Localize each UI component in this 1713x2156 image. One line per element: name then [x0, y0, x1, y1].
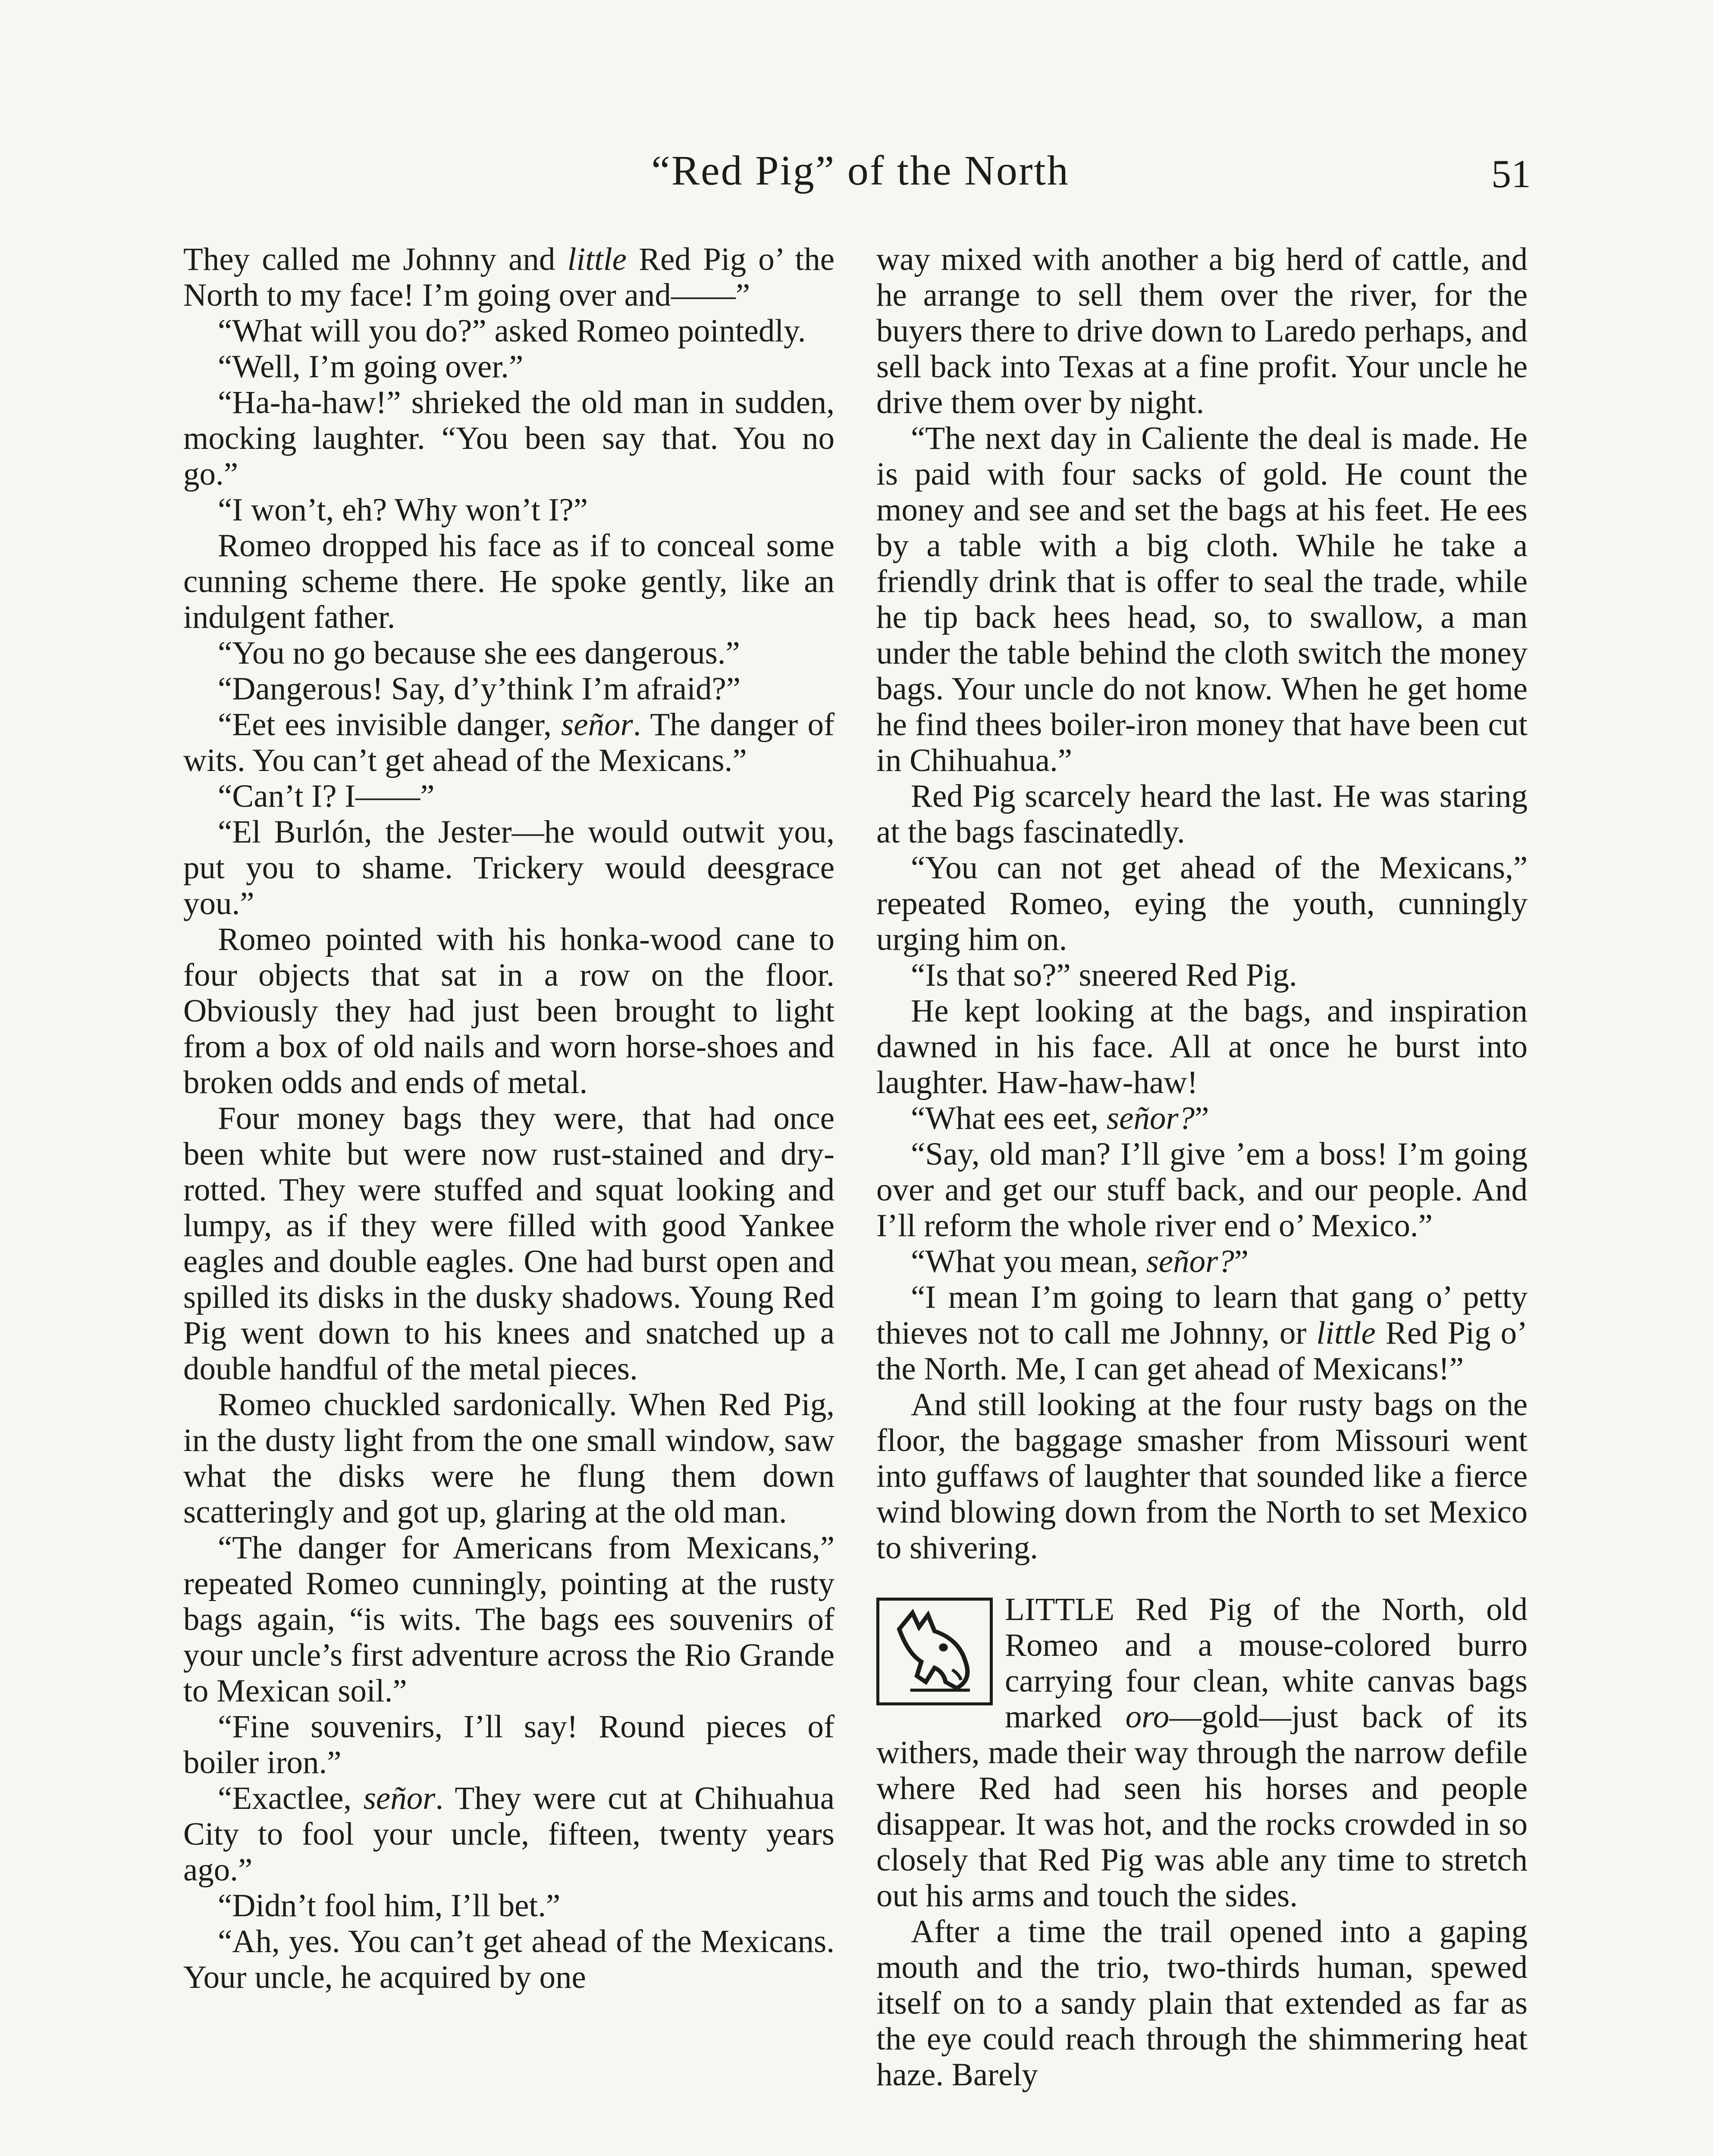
paragraph: “Fine souvenirs, I’ll say! Round pieces of boiler iron.”: [183, 1709, 835, 1780]
paragraph: Romeo dropped his face as if to conceal some cunning scheme there. He spoke gently, like an indulgent father.: [183, 528, 835, 635]
paragraph: “The danger for Americans from Mexicans,” repeated Romeo cunningly, pointing at the rusty bags again, “is wits. The bags ees souvenirs of your uncle’s first adventure across the Rio Grande to Mexican soil.”: [183, 1530, 835, 1709]
right-column: [876, 241, 1528, 2093]
paragraph: “You can not get ahead of the Mexicans,” repeated Romeo, eying the youth, cunningly urging him on.: [876, 850, 1528, 957]
paragraph: Four money bags they were, that had once been white but were now rust-stained and dry-rotted. They were stuffed and squat looking and lumpy, as if they were filled with good Yankee eagles and double eagles. One had burst open and spilled its disks in the dusky shadows. Young Red Pig went down to his knees and snatched up a double handful of the metal pieces.: [183, 1100, 835, 1387]
paragraph: And still looking at the four rusty bags on the floor, the baggage smasher from Missouri went into guffaws of laughter that sounded like a fierce wind blowing down from the North to set Mexico to shivering.: [876, 1387, 1528, 1566]
paragraph: “Didn’t fool him, I’ll bet.”: [218, 1888, 561, 1924]
paragraph: “What you mean, señor?”: [911, 1244, 1249, 1279]
running-header: [173, 147, 1548, 211]
paragraph: “What will you do?” asked Romeo pointedly.: [218, 313, 806, 349]
paragraph: “I won’t, eh? Why won’t I?”: [218, 492, 588, 528]
running-title: “Red Pig” of the North: [651, 147, 1070, 194]
right-column-section-b: [876, 1592, 1528, 2093]
paragraph: Red Pig scarcely heard the last. He was staring at the bags fascinatedly.: [876, 778, 1528, 850]
paragraph: LITTLE Red Pig of the North, old Romeo and a mouse-colored burro carrying four clean, white canvas bags marked oro—gold—just back of its withers, made their way through the narrow defile where Red had seen his horses and people disappear. It was hot, and the rocks crowded in so closely that Red Pig was able any time to stretch out his arms and touch the sides.: [876, 1592, 1528, 1914]
paragraph: “Ha-ha-haw!” shrieked the old man in sudden, mocking laughter. “You been say that. You no go.”: [183, 385, 835, 492]
paragraph: “El Burlón, the Jester—he would outwit you, put you to shame. Trickery would deesgrace you.”: [183, 814, 835, 921]
paragraph: “Say, old man? I’ll give ’em a boss! I’m going over and get our stuff back, and our people. And I’ll reform the whole river end o’ Mexico.”: [876, 1136, 1528, 1244]
paragraph: Romeo chuckled sardonically. When Red Pig, in the dusty light from the one small window, saw what the disks were he flung them down scatteringly and got up, glaring at the old man.: [183, 1387, 835, 1530]
paragraph: After a time the trail opened into a gaping mouth and the trio, two-thirds human, spewed itself on to a sandy plain that extended as far as the eye could reach through the shimmering heat haze. Barely: [876, 1914, 1528, 2093]
paragraph: “I mean I’m going to learn that gang o’ petty thieves not to call me Johnny, or little Red Pig o’ the North. Me, I can get ahead of Mexicans!”: [876, 1279, 1528, 1387]
paragraph: “Well, I’m going over.”: [218, 349, 524, 385]
left-column: [183, 241, 835, 1995]
paragraph: “Can’t I? I——”: [218, 778, 435, 814]
paragraph: Romeo pointed with his honka-wood cane to four objects that sat in a row on the floor. Obviously they had just been brought to light from a box of old nails and worn horse-shoes and broken odds and ends of metal.: [183, 921, 835, 1100]
paragraph: They called me Johnny and little Red Pig o’ the North to my face! I’m going over and——”: [183, 241, 835, 313]
page-number: 51: [1491, 152, 1531, 196]
right-column-section-a: [876, 241, 1528, 1566]
paragraph: “Is that so?” sneered Red Pig.: [911, 957, 1297, 993]
paragraph: “The next day in Caliente the deal is made. He is paid with four sacks of gold. He count the money and see and set the bags at his feet. He ees by a table with a big cloth. While he take a friendly drink that is offer to seal the trade, while he tip back hees head, so, to swallow, a man under the table behind the cloth switch the money bags. Your uncle do not know. When he get home he find thees boiler-iron money that have been cut in Chihuahua.”: [876, 420, 1528, 778]
paragraph: “You no go because she ees dangerous.”: [218, 635, 740, 671]
paragraph: He kept looking at the bags, and inspiration dawned in his face. All at once he burst into laughter. Haw-haw-haw!: [876, 993, 1528, 1100]
paragraph: “Ah, yes. You can’t get ahead of the Mexicans. Your uncle, he acquired by one: [183, 1924, 835, 1995]
burro-head-icon: [876, 1598, 993, 1705]
paragraph: “Eet ees invisible danger, señor. The danger of wits. You can’t get ahead of the Mexicans.”: [183, 707, 835, 778]
paragraph: “Dangerous! Say, d’y’think I’m afraid?”: [218, 671, 741, 707]
paragraph: “Exactlee, señor. They were cut at Chihuahua City to fool your uncle, fifteen, twenty years ago.”: [183, 1780, 835, 1888]
paragraph: “What ees eet, señor?”: [911, 1100, 1209, 1136]
section-break: [876, 1566, 1528, 1592]
paragraph: way mixed with another a big herd of cattle, and he arrange to sell them over the river, for the buyers there to drive down to Laredo perhaps, and sell back into Texas at a fine profit. Your uncle he drive them over by night.: [876, 241, 1528, 420]
